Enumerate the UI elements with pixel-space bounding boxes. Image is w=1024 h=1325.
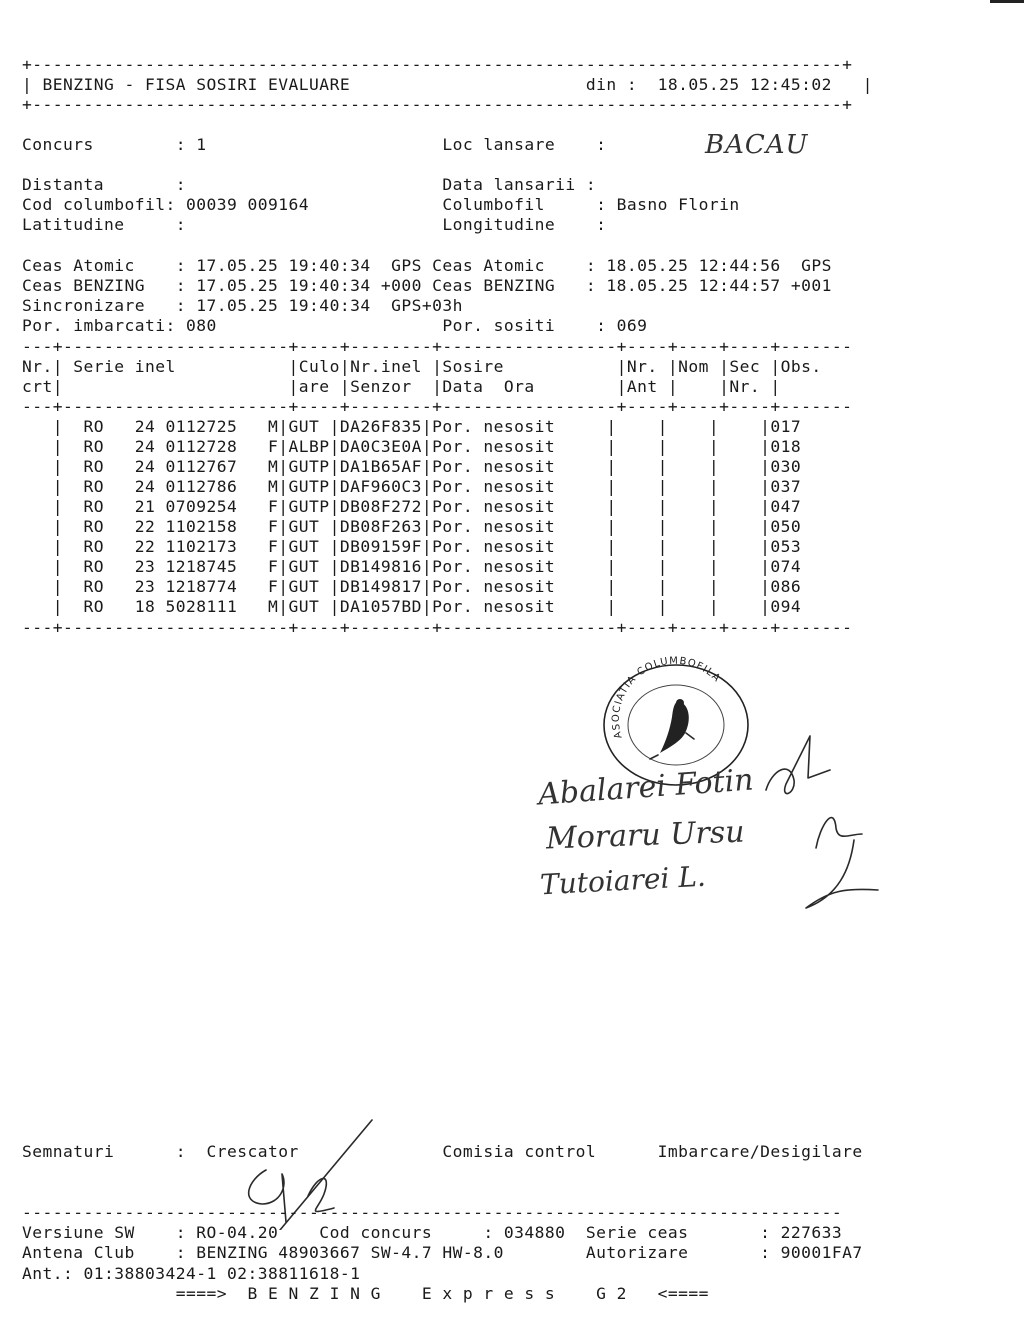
handwritten-name: Abalarei Fotin xyxy=(537,762,755,813)
table-row: | RO 24 0112728 F|ALBP|DA0C3E0A|Por. nesosit | | | |018 xyxy=(22,437,802,456)
header-title: | BENZING - FISA SOSIRI EVALUARE din : 18.05.25 12:45:02 | xyxy=(22,75,873,94)
footer-ant: Ant.: 01:38803424-1 02:38811618-1 xyxy=(22,1264,361,1283)
handwritten-name: Moraru Ursu xyxy=(545,814,746,857)
footer-versiune: Versiune SW : RO-04.20 Cod concurs : 034880 Serie ceas : 227633 xyxy=(22,1223,843,1242)
info-latitudine: Latitudine : Longitudine : xyxy=(22,215,607,234)
stamp-text: ASOCIATIA COLUMBOFILA xyxy=(610,655,723,740)
info-concurs: Concurs : 1 Loc lansare : xyxy=(22,135,607,154)
table-header-row-1: Nr.| Serie inel |Culo|Nr.inel |Sosire |Nr. |Nom |Sec |Obs. xyxy=(22,357,822,376)
table-row: | RO 24 0112786 M|GUTP|DAF960C3|Por. nesosit | | | |037 xyxy=(22,477,802,496)
info-distanta: Distanta : Data lansarii : xyxy=(22,175,597,194)
footer-antena: Antena Club : BENZING 48903667 SW-4.7 HW-8.0 Autorizare : 90001FA7 xyxy=(22,1243,863,1262)
info-ceas-atomic: Ceas Atomic : 17.05.25 19:40:34 GPS Ceas Atomic : 18.05.25 12:44:56 GPS xyxy=(22,256,832,275)
handwritten-name: Tutoiarei L. xyxy=(539,859,707,902)
table-rule-top: ---+----------------------+----+--------+-----------------+----+----+----+------- xyxy=(22,337,853,356)
pigeon-icon xyxy=(650,699,694,759)
committee-signatures xyxy=(750,730,890,920)
table-row: | RO 21 0709254 F|GUTP|DB08F272|Por. nesosit | | | |047 xyxy=(22,497,802,516)
table-row: | RO 24 0112725 M|GUT |DA26F835|Por. nesosit | | | |017 xyxy=(22,417,802,436)
table-rule-mid: ---+----------------------+----+--------+-----------------+----+----+----+------- xyxy=(22,397,853,416)
header-border-top: +-------------------------------------------------------------------------------+ xyxy=(22,55,853,74)
info-porumbei: Por. imbarcati: 080 Por. sositi : 069 xyxy=(22,316,648,335)
signature-mark xyxy=(766,736,830,794)
signature-mark xyxy=(806,840,878,908)
table-row: | RO 23 1218745 F|GUT |DB149816|Por. nesosit | | | |074 xyxy=(22,557,802,576)
info-sincronizare: Sincronizare : 17.05.25 19:40:34 GPS+03h xyxy=(22,296,463,315)
table-rule-bottom: ---+----------------------+----+--------+-----------------+----+----+----+------- xyxy=(22,618,853,637)
signatures-line: Semnaturi : Crescator Comisia control Imbarcare/Desigilare xyxy=(22,1142,863,1161)
footer-dash-line: -------------------------------------------------------------------------------- xyxy=(22,1203,843,1222)
table-row: | RO 18 5028111 M|GUT |DA1057BD|Por. nesosit | | | |094 xyxy=(22,597,802,616)
footer-brand-banner: ====> B E N Z I N G E x p r e s s G 2 <==== xyxy=(22,1284,709,1303)
info-ceas-benzing: Ceas BENZING : 17.05.25 19:40:34 +000 Ceas BENZING : 18.05.25 12:44:57 +001 xyxy=(22,276,832,295)
handwritten-loc-lansare: BACAU xyxy=(705,130,809,160)
signature-mark xyxy=(816,818,862,848)
header-border-bottom: +-------------------------------------------------------------------------------+ xyxy=(22,95,853,114)
info-cod-columbofil: Cod columbofil: 00039 009164 Columbofil : Basno Florin xyxy=(22,195,740,214)
table-row: | RO 24 0112767 M|GUTP|DA1B65AF|Por. nesosit | | | |030 xyxy=(22,457,802,476)
table-row: | RO 23 1218774 F|GUT |DB149817|Por. nesosit | | | |086 xyxy=(22,577,802,596)
table-row: | RO 22 1102158 F|GUT |DB08F263|Por. nesosit | | | |050 xyxy=(22,517,802,536)
table-row: | RO 22 1102173 F|GUT |DB09159F|Por. nesosit | | | |053 xyxy=(22,537,802,556)
table-header-row-2: crt| |are |Senzor |Data Ora |Ant | |Nr. | xyxy=(22,377,781,396)
scan-edge-mark xyxy=(990,0,1024,3)
